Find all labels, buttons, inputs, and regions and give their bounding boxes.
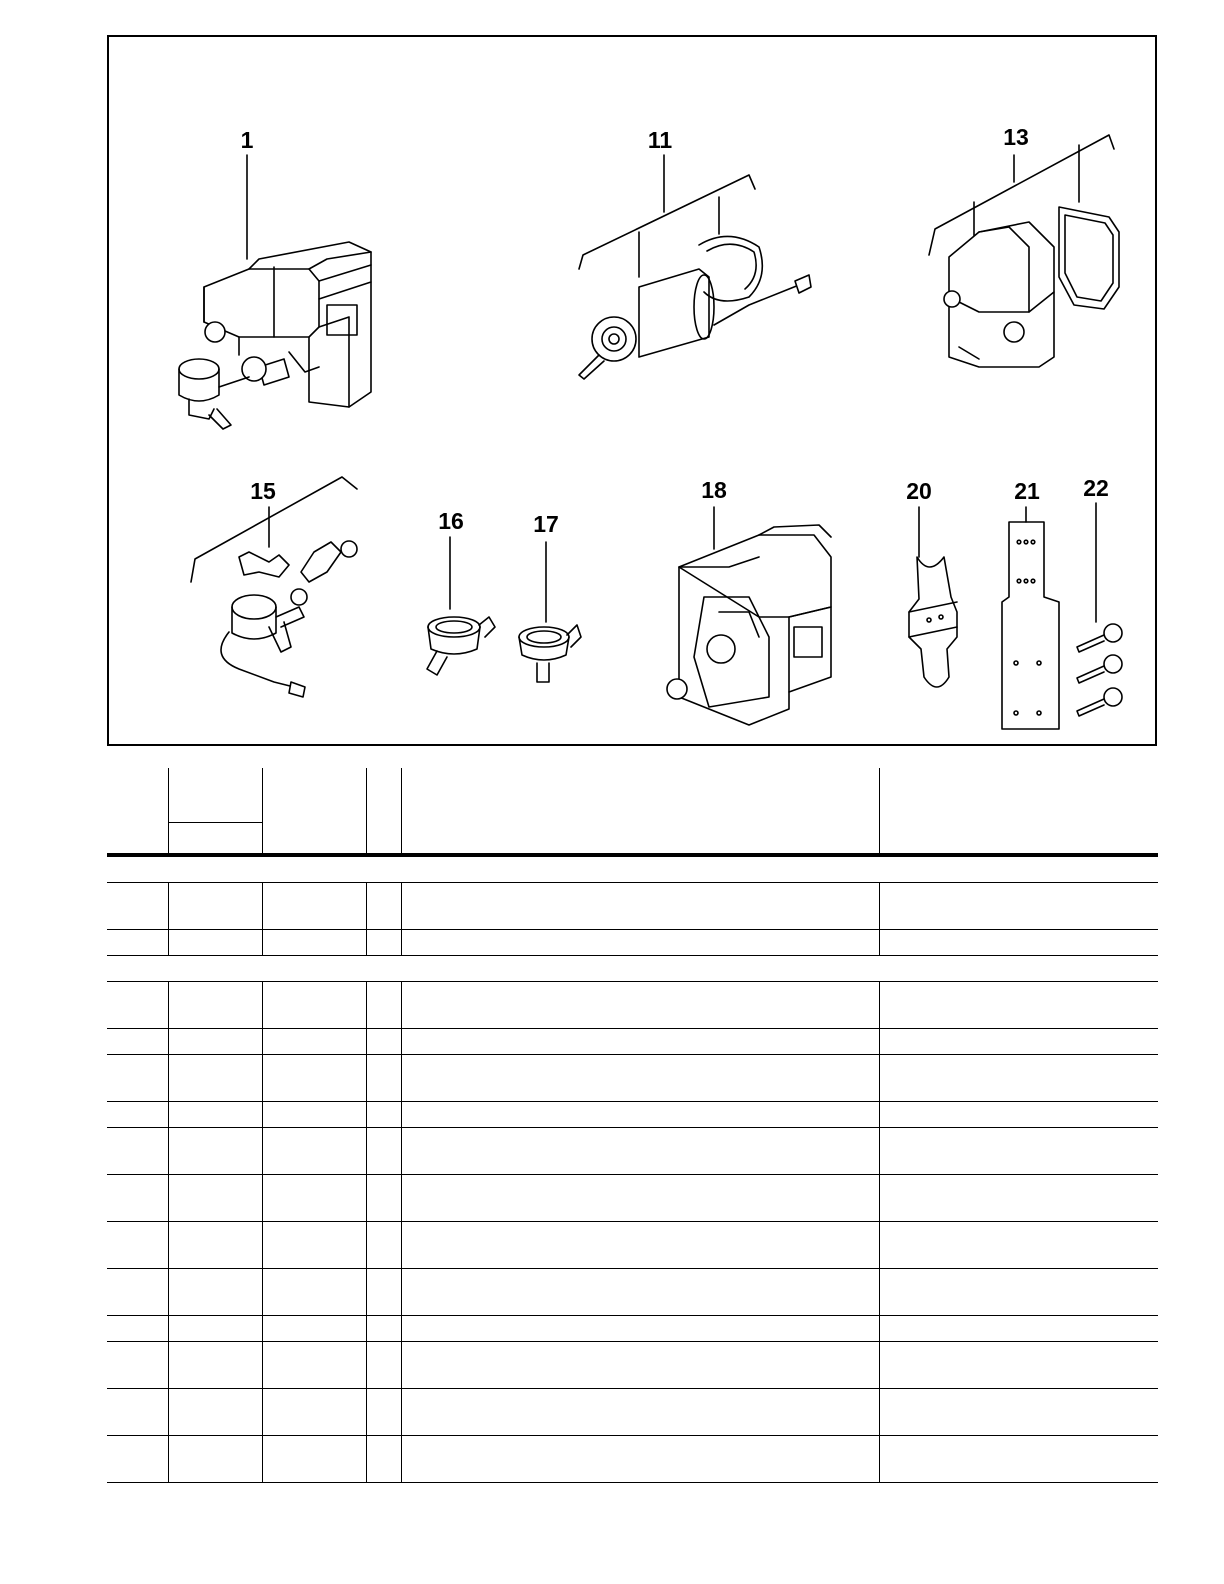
parts-diagram-frame [107, 35, 1157, 746]
part-1-heater-assembly [179, 155, 371, 429]
table-column-divider [168, 1102, 169, 1127]
table-column-divider [262, 982, 263, 1028]
table-row [107, 1435, 1158, 1436]
table-row [107, 1127, 1158, 1128]
table-column-divider [366, 1269, 367, 1315]
table-column-divider [366, 1128, 367, 1174]
callout-11: 11 [647, 127, 673, 153]
table-column-divider [168, 1055, 169, 1101]
table-column-divider [168, 930, 169, 955]
table-column-divider [879, 1102, 880, 1127]
table-column-divider [879, 982, 880, 1028]
table-column-divider [366, 1342, 367, 1388]
callout-20: 20 [906, 478, 932, 504]
table-column-divider [262, 1316, 263, 1341]
callout-21: 21 [1014, 478, 1040, 504]
part-22-screws [1077, 503, 1122, 716]
table-row [107, 1221, 1158, 1222]
header-divider [168, 768, 169, 854]
table-column-divider [168, 1269, 169, 1315]
table-column-divider [879, 1029, 880, 1054]
table-column-divider [879, 1316, 880, 1341]
header-divider [366, 768, 367, 854]
table-column-divider [401, 883, 402, 929]
table-column-divider [879, 1269, 880, 1315]
table-row [107, 1174, 1158, 1175]
table-column-divider [401, 1342, 402, 1388]
table-column-divider [168, 1222, 169, 1268]
callout-16: 16 [438, 508, 464, 534]
table-column-divider [168, 883, 169, 929]
table-column-divider [366, 1102, 367, 1127]
table-column-divider [366, 1389, 367, 1435]
table-row [107, 1315, 1158, 1316]
table-column-divider [262, 1029, 263, 1054]
table-column-divider [401, 930, 402, 955]
table-row [107, 1268, 1158, 1269]
table-column-divider [168, 982, 169, 1028]
table-column-divider [401, 1316, 402, 1341]
table-column-divider [168, 1128, 169, 1174]
table-column-divider [401, 1029, 402, 1054]
part-17-pump-housing [519, 542, 581, 682]
table-column-divider [262, 930, 263, 955]
callout-22: 22 [1083, 475, 1109, 501]
table-column-divider [879, 1175, 880, 1221]
table-column-divider [366, 1175, 367, 1221]
table-row [107, 1388, 1158, 1389]
table-row [107, 1482, 1158, 1483]
table-column-divider [879, 1389, 880, 1435]
table-column-divider [168, 1175, 169, 1221]
part-13-heat-exchanger [929, 135, 1119, 367]
table-column-divider [401, 1269, 402, 1315]
parts-list-table [107, 768, 1158, 1466]
callout-18: 18 [701, 477, 727, 503]
callout-1: 1 [240, 127, 254, 153]
table-column-divider [879, 930, 880, 955]
table-column-divider [262, 1055, 263, 1101]
table-column-divider [262, 1175, 263, 1221]
table-column-divider [401, 1128, 402, 1174]
table-column-divider [168, 1436, 169, 1482]
table-column-divider [366, 930, 367, 955]
table-column-divider [366, 883, 367, 929]
table-column-divider [366, 982, 367, 1028]
table-column-divider [401, 1102, 402, 1127]
part-18-heater-casing [667, 507, 831, 725]
table-column-divider [401, 982, 402, 1028]
header-divider [262, 768, 263, 854]
table-column-divider [366, 1436, 367, 1482]
table-column-divider [262, 1436, 263, 1482]
part-15-pump-kit [191, 477, 357, 697]
table-row [107, 1054, 1158, 1055]
table-column-divider [262, 1128, 263, 1174]
table-column-divider [168, 1389, 169, 1435]
table-row [107, 1028, 1158, 1029]
table-row [107, 981, 1158, 982]
table-column-divider [262, 1102, 263, 1127]
table-column-divider [366, 1029, 367, 1054]
table-column-divider [168, 1316, 169, 1341]
part-11-combustion-assembly [579, 155, 811, 379]
table-column-divider [879, 1055, 880, 1101]
table-column-divider [366, 1316, 367, 1341]
callout-13: 13 [1003, 124, 1029, 150]
header-rule [107, 853, 1158, 857]
callout-15: 15 [250, 478, 276, 504]
table-column-divider [262, 883, 263, 929]
parts-diagram [109, 37, 1159, 748]
table-column-divider [168, 1029, 169, 1054]
table-column-divider [879, 1342, 880, 1388]
table-column-divider [879, 1128, 880, 1174]
table-column-divider [401, 1389, 402, 1435]
table-column-divider [366, 1055, 367, 1101]
table-column-divider [262, 1269, 263, 1315]
table-column-divider [262, 1222, 263, 1268]
table-row [107, 882, 1158, 883]
table-column-divider [262, 1342, 263, 1388]
table-column-divider [879, 883, 880, 929]
table-row [107, 1101, 1158, 1102]
table-row [107, 929, 1158, 930]
table-column-divider [262, 1389, 263, 1435]
part-16-pump-housing [427, 537, 495, 675]
table-column-divider [401, 1175, 402, 1221]
part-20-bracket [909, 507, 957, 687]
table-column-divider [401, 1055, 402, 1101]
callout-17: 17 [533, 511, 559, 537]
table-row [107, 955, 1158, 956]
header-subdivider [168, 822, 262, 823]
table-column-divider [879, 1222, 880, 1268]
header-divider [401, 768, 402, 854]
table-row [107, 1341, 1158, 1342]
table-column-divider [366, 1222, 367, 1268]
table-column-divider [401, 1222, 402, 1268]
table-column-divider [168, 1342, 169, 1388]
header-divider [879, 768, 880, 854]
table-column-divider [879, 1436, 880, 1482]
part-21-mounting-plate [1002, 507, 1059, 729]
table-column-divider [401, 1436, 402, 1482]
